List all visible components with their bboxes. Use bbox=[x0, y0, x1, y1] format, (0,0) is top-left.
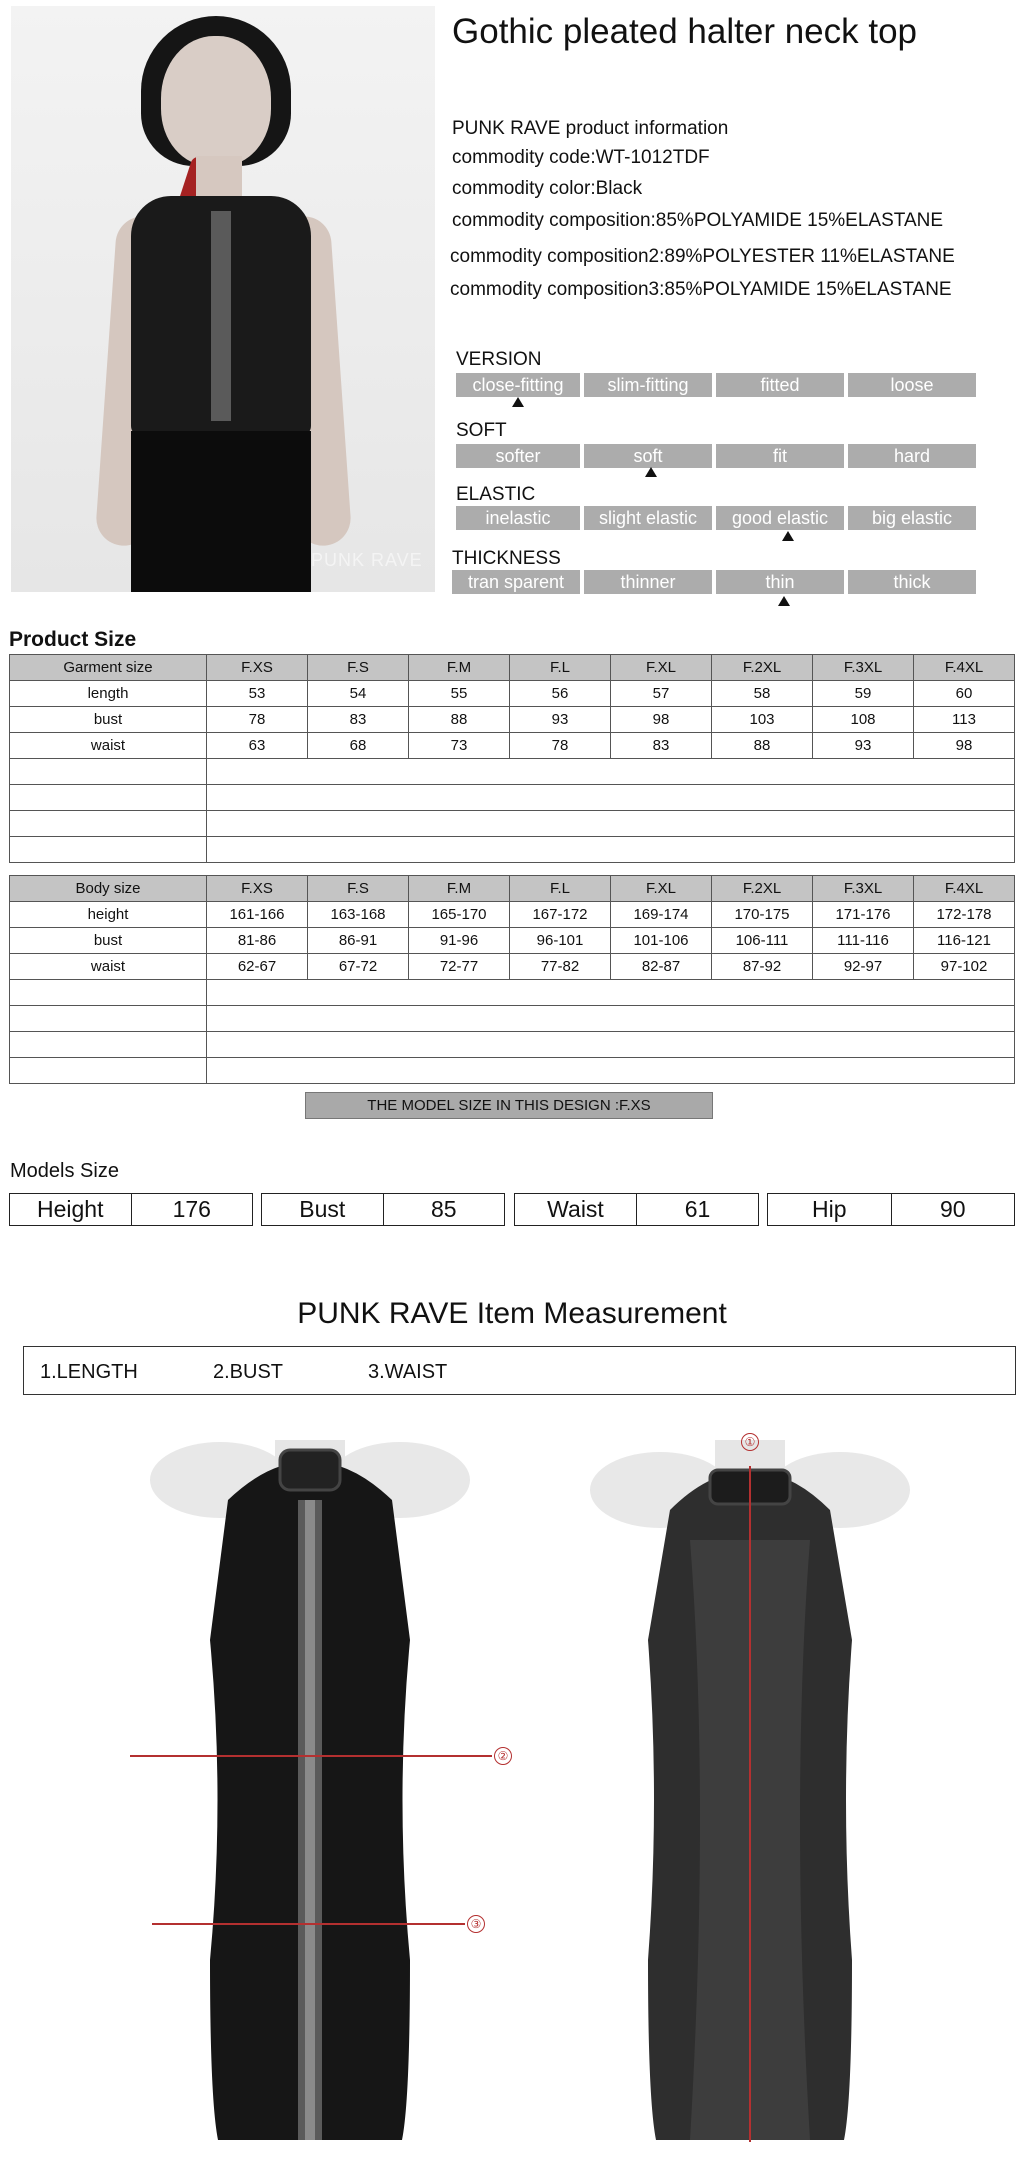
table-header-cell: F.XL bbox=[611, 655, 712, 681]
table-empty-cell bbox=[10, 837, 207, 863]
info-composition-1 bbox=[452, 210, 943, 232]
measurement-item: 1.LENGTH bbox=[40, 1361, 138, 1383]
elastic-option: slight elastic bbox=[584, 506, 712, 530]
thickness-option: thin bbox=[716, 570, 844, 594]
table-cell: 111-116 bbox=[813, 928, 914, 954]
models-size-title: Models Size bbox=[10, 1160, 119, 1182]
table-header-cell: F.3XL bbox=[813, 876, 914, 902]
elastic-selected-marker-icon bbox=[782, 531, 794, 541]
table-cell: 81-86 bbox=[207, 928, 308, 954]
table-cell: 167-172 bbox=[510, 902, 611, 928]
model-height-box bbox=[9, 1193, 253, 1226]
table-cell: 93 bbox=[813, 733, 914, 759]
photo-watermark: PUNK RAVE bbox=[311, 550, 423, 570]
table-row bbox=[10, 928, 1015, 954]
table-cell: 161-166 bbox=[207, 902, 308, 928]
table-empty-cell bbox=[10, 1006, 207, 1032]
table-empty-cell bbox=[10, 980, 207, 1006]
model-waist-value: 61 bbox=[636, 1194, 758, 1225]
table-empty-row bbox=[10, 785, 1015, 811]
table-cell: 72-77 bbox=[409, 954, 510, 980]
table-header-cell: Garment size bbox=[10, 655, 207, 681]
table-cell: 88 bbox=[712, 733, 813, 759]
info-composition-2 bbox=[450, 246, 955, 268]
version-option: loose bbox=[848, 373, 976, 397]
table-cell: 60 bbox=[914, 681, 1015, 707]
model-hip-box bbox=[767, 1193, 1015, 1226]
table-header-cell: F.L bbox=[510, 876, 611, 902]
table-cell: 116-121 bbox=[914, 928, 1015, 954]
table-row bbox=[10, 707, 1015, 733]
table-cell: 113 bbox=[914, 707, 1015, 733]
soft-scale bbox=[456, 444, 976, 468]
table-cell: 163-168 bbox=[308, 902, 409, 928]
table-empty-row bbox=[10, 1032, 1015, 1058]
table-cell: 98 bbox=[611, 707, 712, 733]
table-cell: 57 bbox=[611, 681, 712, 707]
table-cell: 165-170 bbox=[409, 902, 510, 928]
model-hip-label: Hip bbox=[811, 1196, 847, 1222]
table-empty-cell bbox=[207, 837, 1015, 863]
model-bust-value: 85 bbox=[383, 1194, 505, 1225]
table-cell: 58 bbox=[712, 681, 813, 707]
table-empty-row bbox=[10, 811, 1015, 837]
thickness-label: THICKNESS bbox=[452, 548, 561, 569]
table-header-cell: F.XL bbox=[611, 876, 712, 902]
table-cell: waist bbox=[10, 733, 207, 759]
table-header-cell: F.XS bbox=[207, 876, 308, 902]
info-comp1-label: commodity composition: bbox=[452, 210, 656, 231]
table-cell: 78 bbox=[510, 733, 611, 759]
table-cell: 73 bbox=[409, 733, 510, 759]
table-empty-cell bbox=[207, 785, 1015, 811]
version-option: fitted bbox=[716, 373, 844, 397]
info-code bbox=[452, 147, 710, 169]
table-cell: 170-175 bbox=[712, 902, 813, 928]
body-size-table bbox=[9, 875, 1015, 1084]
table-cell: 98 bbox=[914, 733, 1015, 759]
table-header-cell: F.XS bbox=[207, 655, 308, 681]
version-scale bbox=[456, 373, 976, 397]
model-bust-label: Bust bbox=[299, 1196, 346, 1222]
model-height-label: Height bbox=[37, 1196, 104, 1222]
table-empty-cell bbox=[207, 1006, 1015, 1032]
thickness-scale bbox=[452, 570, 976, 594]
measurement-item: 3.WAIST bbox=[368, 1361, 448, 1383]
product-title: Gothic pleated halter neck top bbox=[452, 12, 918, 51]
elastic-option: inelastic bbox=[456, 506, 580, 530]
table-header-cell: Body size bbox=[10, 876, 207, 902]
table-cell: bust bbox=[10, 928, 207, 954]
thickness-option: thinner bbox=[584, 570, 712, 594]
table-cell: 172-178 bbox=[914, 902, 1015, 928]
table-cell: 171-176 bbox=[813, 902, 914, 928]
table-cell: length bbox=[10, 681, 207, 707]
garment-front-view bbox=[110, 1440, 510, 2160]
info-brand-line: PUNK RAVE product information bbox=[452, 118, 729, 139]
info-color-label: commodity color: bbox=[452, 178, 596, 199]
table-cell: height bbox=[10, 902, 207, 928]
measurement-item: 2.BUST bbox=[213, 1361, 284, 1383]
model-waist-label: Waist bbox=[547, 1196, 604, 1222]
length-marker: ① bbox=[741, 1433, 759, 1451]
model-face bbox=[161, 36, 271, 166]
table-row bbox=[10, 902, 1015, 928]
table-row bbox=[10, 681, 1015, 707]
table-empty-cell bbox=[207, 759, 1015, 785]
garment-front-lace-trim bbox=[305, 1500, 315, 2140]
table-cell: 101-106 bbox=[611, 928, 712, 954]
table-cell: 63 bbox=[207, 733, 308, 759]
product-size-title: Product Size bbox=[9, 628, 137, 651]
soft-label: SOFT bbox=[456, 420, 507, 441]
table-cell: 93 bbox=[510, 707, 611, 733]
table-cell: 97-102 bbox=[914, 954, 1015, 980]
table-empty-cell bbox=[10, 1058, 207, 1084]
table-header-cell: F.M bbox=[409, 876, 510, 902]
table-cell: 83 bbox=[611, 733, 712, 759]
waist-marker: ③ bbox=[467, 1915, 485, 1933]
table-header-cell: F.3XL bbox=[813, 655, 914, 681]
table-empty-cell bbox=[207, 1032, 1015, 1058]
version-label: VERSION bbox=[456, 349, 542, 370]
info-comp2-label: commodity composition2: bbox=[450, 246, 665, 267]
table-cell: 83 bbox=[308, 707, 409, 733]
table-cell: 82-87 bbox=[611, 954, 712, 980]
model-height-value: 176 bbox=[131, 1194, 253, 1225]
soft-selected-marker-icon bbox=[645, 467, 657, 477]
bust-marker: ② bbox=[494, 1747, 512, 1765]
version-option: slim-fitting bbox=[584, 373, 712, 397]
info-comp3-value: 85%POLYAMIDE 15%ELASTANE bbox=[664, 279, 952, 300]
version-option: close-fitting bbox=[456, 373, 580, 397]
info-color-value: Black bbox=[595, 178, 643, 199]
version-selected-marker-icon bbox=[512, 397, 524, 407]
table-cell: 91-96 bbox=[409, 928, 510, 954]
table-empty-row bbox=[10, 759, 1015, 785]
info-comp1-value: 85%POLYAMIDE 15%ELASTANE bbox=[655, 210, 944, 231]
table-cell: 68 bbox=[308, 733, 409, 759]
model-size-banner: THE MODEL SIZE IN THIS DESIGN :F.XS bbox=[305, 1092, 713, 1119]
table-cell: 78 bbox=[207, 707, 308, 733]
table-header-cell: F.S bbox=[308, 655, 409, 681]
table-empty-cell bbox=[10, 785, 207, 811]
table-cell: 108 bbox=[813, 707, 914, 733]
table-cell: 103 bbox=[712, 707, 813, 733]
info-color bbox=[452, 178, 642, 200]
garment-front-collar bbox=[280, 1450, 340, 1490]
thickness-selected-marker-icon bbox=[778, 596, 790, 606]
table-empty-row bbox=[10, 1058, 1015, 1084]
soft-option: softer bbox=[456, 444, 580, 468]
table-header-cell: F.2XL bbox=[712, 655, 813, 681]
model-waist-box bbox=[514, 1193, 759, 1226]
table-header-row bbox=[10, 876, 1015, 902]
table-cell: bust bbox=[10, 707, 207, 733]
table-row bbox=[10, 954, 1015, 980]
table-cell: 56 bbox=[510, 681, 611, 707]
thickness-option: thick bbox=[848, 570, 976, 594]
table-header-cell: F.4XL bbox=[914, 655, 1015, 681]
table-empty-cell bbox=[10, 811, 207, 837]
model-pants bbox=[131, 431, 311, 592]
info-code-label: commodity code: bbox=[452, 147, 596, 168]
info-composition-3 bbox=[450, 279, 952, 301]
table-header-row bbox=[10, 655, 1015, 681]
table-empty-cell bbox=[10, 1032, 207, 1058]
thickness-option: tran sparent bbox=[452, 570, 580, 594]
measurement-title: PUNK RAVE Item Measurement bbox=[297, 1297, 727, 1330]
model-hip-value: 90 bbox=[891, 1194, 1015, 1225]
table-empty-cell bbox=[207, 1058, 1015, 1084]
table-empty-cell bbox=[207, 980, 1015, 1006]
table-cell: 96-101 bbox=[510, 928, 611, 954]
model-top-lace-strip bbox=[211, 211, 231, 421]
table-header-cell: F.2XL bbox=[712, 876, 813, 902]
elastic-option: big elastic bbox=[848, 506, 976, 530]
soft-option: hard bbox=[848, 444, 976, 468]
table-cell: 87-92 bbox=[712, 954, 813, 980]
table-cell: 106-111 bbox=[712, 928, 813, 954]
measurement-legend bbox=[23, 1346, 1016, 1395]
table-cell: 86-91 bbox=[308, 928, 409, 954]
product-size-table bbox=[9, 654, 1015, 863]
table-header-cell: F.S bbox=[308, 876, 409, 902]
table-cell: 67-72 bbox=[308, 954, 409, 980]
elastic-option: good elastic bbox=[716, 506, 844, 530]
table-empty-row bbox=[10, 980, 1015, 1006]
table-empty-row bbox=[10, 837, 1015, 863]
table-cell: 54 bbox=[308, 681, 409, 707]
table-header-cell: F.L bbox=[510, 655, 611, 681]
table-cell: 53 bbox=[207, 681, 308, 707]
table-empty-cell bbox=[10, 759, 207, 785]
table-cell: waist bbox=[10, 954, 207, 980]
table-empty-row bbox=[10, 1006, 1015, 1032]
soft-option: soft bbox=[584, 444, 712, 468]
soft-option: fit bbox=[716, 444, 844, 468]
table-cell: 62-67 bbox=[207, 954, 308, 980]
product-photo bbox=[11, 6, 435, 592]
table-cell: 77-82 bbox=[510, 954, 611, 980]
table-row bbox=[10, 733, 1015, 759]
info-comp2-value: 89%POLYESTER 11%ELASTANE bbox=[664, 246, 955, 267]
table-cell: 88 bbox=[409, 707, 510, 733]
garment-back-view bbox=[560, 1440, 940, 2160]
table-cell: 55 bbox=[409, 681, 510, 707]
info-comp3-label: commodity composition3: bbox=[450, 279, 665, 300]
table-cell: 92-97 bbox=[813, 954, 914, 980]
info-code-value: WT-1012TDF bbox=[595, 147, 710, 168]
table-empty-cell bbox=[207, 811, 1015, 837]
table-cell: 59 bbox=[813, 681, 914, 707]
table-cell: 169-174 bbox=[611, 902, 712, 928]
elastic-scale bbox=[456, 506, 976, 530]
table-header-cell: F.M bbox=[409, 655, 510, 681]
table-header-cell: F.4XL bbox=[914, 876, 1015, 902]
model-bust-box bbox=[261, 1193, 505, 1226]
elastic-label: ELASTIC bbox=[456, 484, 536, 505]
